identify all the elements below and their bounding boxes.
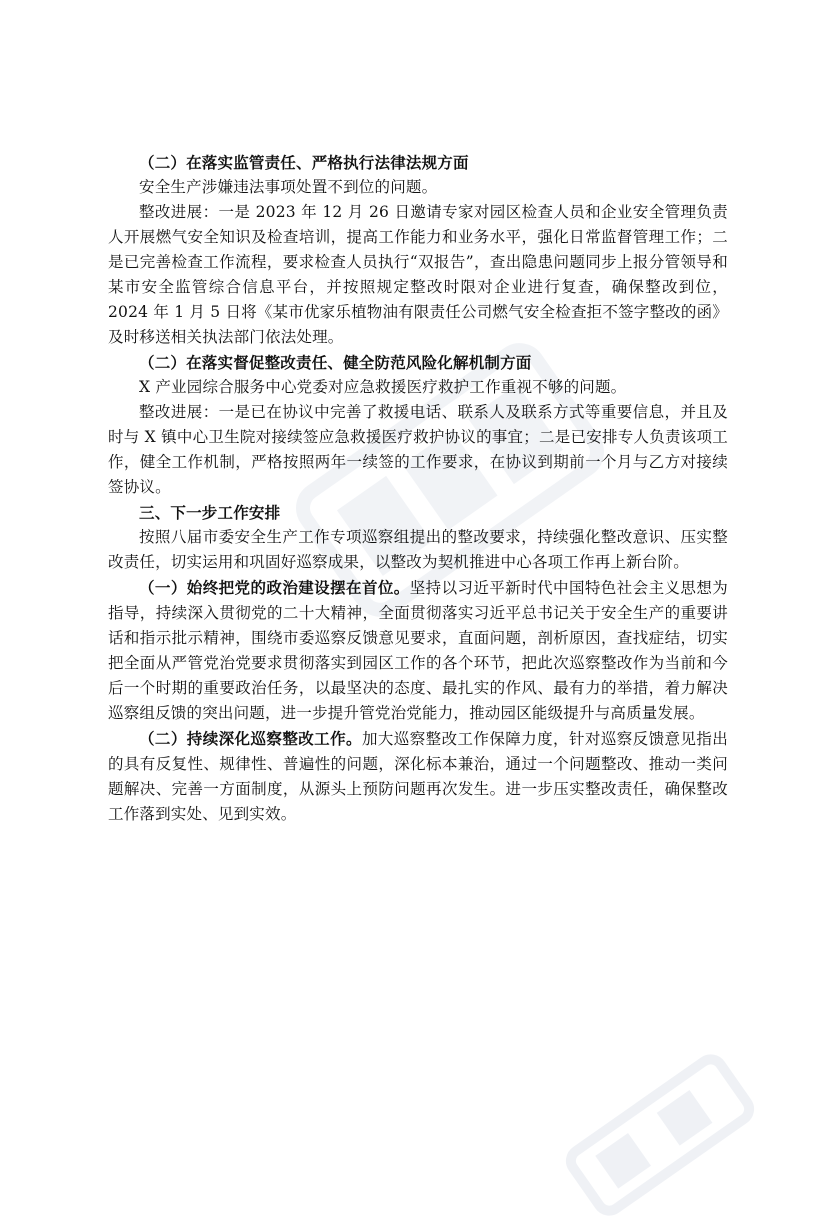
work-item-lead: （一）始终把党的政治建设摆在首位。 — [139, 578, 410, 597]
issue-statement: 安全生产涉嫌违法事项处置不到位的问题。 — [139, 178, 438, 196]
section-heading-supervision: （二）在落实监管责任、严格执行法律法规方面 — [139, 153, 469, 172]
work-item-inspection — [108, 726, 728, 827]
rectification-progress: 整改进展：一是 2023 年 12 月 26 日邀请专家对园区检查人员和企业安全管理负责人开展燃气安全知识及检查培训，提高工作能力和业务水平，强化日常监督管理工作；二是已完善检查工作流程，要求检查人员执行“双报告”，查出隐患问题同步上报分管领导和某市安全监管综合信息平台，并按照规定整改时限对企业进行复查，确保整改到位，2024 年 1 月 5 日将《某市优家乐植物油有限责任公司燃气安全检查拒不签字整改的函》及时移送相关执法部门依法处理。 — [108, 203, 728, 346]
work-item-text: 加大巡察整改工作保障力度，针对巡察反馈意见指出的具有反复性、规律性、普遍性的问题，深化标本兼治，通过一个问题整改、推动一类问题解决、完善一方面制度，从源头上预防问题再次发生。进一步压实整改责任，确保整改工作落到实处、见到实效。 — [108, 730, 728, 823]
section-heading-risk-mechanism: （二）在落实督促整改责任、健全防范风险化解机制方面 — [139, 353, 532, 372]
work-item-political — [108, 575, 728, 726]
work-item-lead: （二）持续深化巡察整改工作。 — [139, 729, 362, 748]
work-item-text: 坚持以习近平新时代中国特色社会主义思想为指导，持续深入贯彻党的二十大精神，全面贯彻落实习近平总书记关于安全生产的重要讲话和指示批示精神，围绕市委巡察反馈意见要求，直面问题，剖析原因，查找症结，切实把全面从严管党治党要求贯彻落实到园区工作的各个环节，把此次巡察整改作为当前和今后一个时期的重要政治任务，以最坚决的态度、最扎实的作风、最有力的举措，着力解决巡察组反馈的突出问题，进一步提升管党治党能力，推动园区能级提升与高质量发展。 — [108, 579, 728, 722]
rectification-progress: 整改进展：一是已在协议中完善了救援电话、联系人及联系方式等重要信息，并且及时与 X 镇中心卫生院对接续签应急救援医疗救护协议的事宜；二是已安排专人负责该项工作，健全工作机制，严格按照两年一续签的工作要求，在协议到期前一个月与乙方对接续签协议。 — [108, 403, 728, 496]
next-steps-intro: 按照八届市委安全生产工作专项巡察组提出的整改要求，持续强化整改意识、压实整改责任，切实运用和巩固好巡察成果，以整改为契机推进中心各项工作再上新台阶。 — [108, 528, 728, 571]
watermark-corner-icon — [552, 1041, 767, 1229]
document-body — [108, 150, 728, 827]
issue-statement: X 产业园综合服务中心党委对应急救援医疗救护工作重视不够的问题。 — [139, 378, 627, 396]
section-heading-next-steps: 三、下一步工作安排 — [139, 503, 281, 522]
